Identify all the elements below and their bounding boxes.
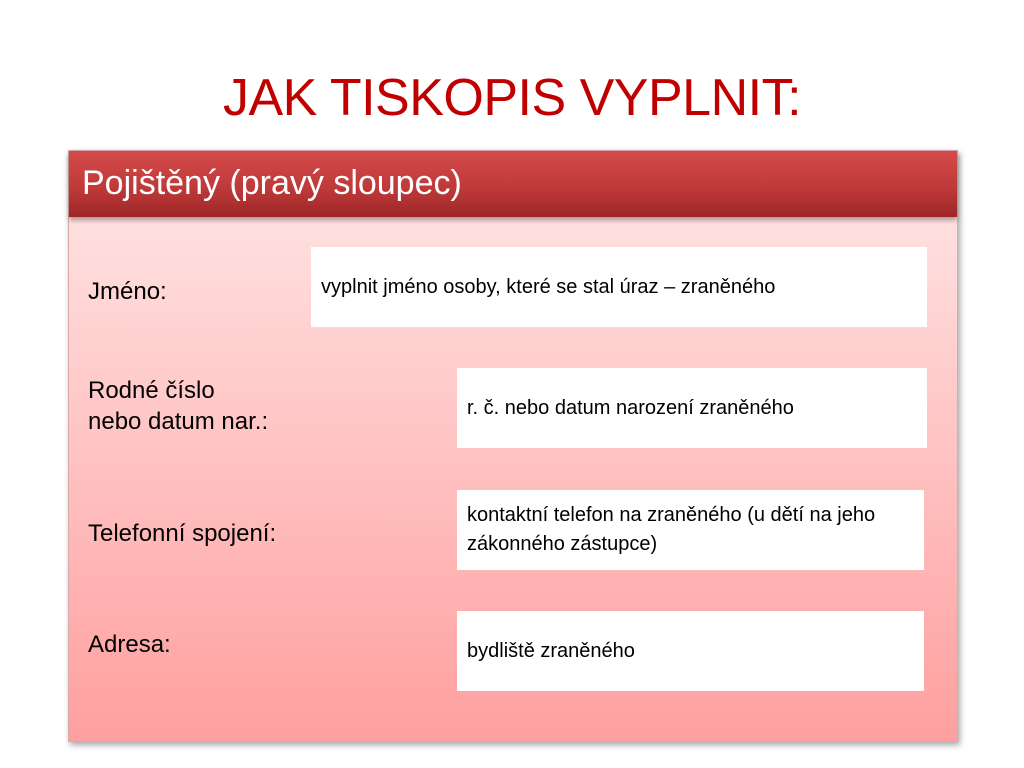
name-value-text: vyplnit jméno osoby, které se stal úraz – zraněného (321, 275, 776, 298)
birth-number-label (88, 375, 268, 437)
slide-title: JAK TISKOPIS VYPLNIT: (222, 69, 802, 127)
phone-value-text: kontaktní telefon na zraněného (u dětí na jeho zákonného zástupce) (467, 504, 876, 555)
birth-number-label-line-2: nebo datum nar.: (88, 408, 269, 435)
name-value-box (311, 247, 927, 327)
phone-label-text: Telefonní spojení: (88, 520, 277, 547)
birth-number-value-text: r. č. nebo datum narození zraněného (467, 396, 794, 419)
name-label-text: Jméno: (88, 278, 167, 305)
panel-header (69, 151, 957, 217)
phone-label (88, 518, 276, 549)
address-value-text: bydliště zraněného (467, 639, 635, 662)
panel-header-title: Pojištěný (pravý sloupec) (82, 164, 462, 202)
insured-panel (68, 150, 958, 742)
name-label (88, 276, 167, 307)
address-value-box (457, 611, 924, 691)
address-label-text: Adresa: (88, 631, 171, 658)
birth-number-value-box (457, 368, 927, 448)
birth-number-label-line-1: Rodné číslo (88, 377, 215, 404)
address-label (88, 629, 171, 660)
phone-value-box (457, 490, 924, 570)
